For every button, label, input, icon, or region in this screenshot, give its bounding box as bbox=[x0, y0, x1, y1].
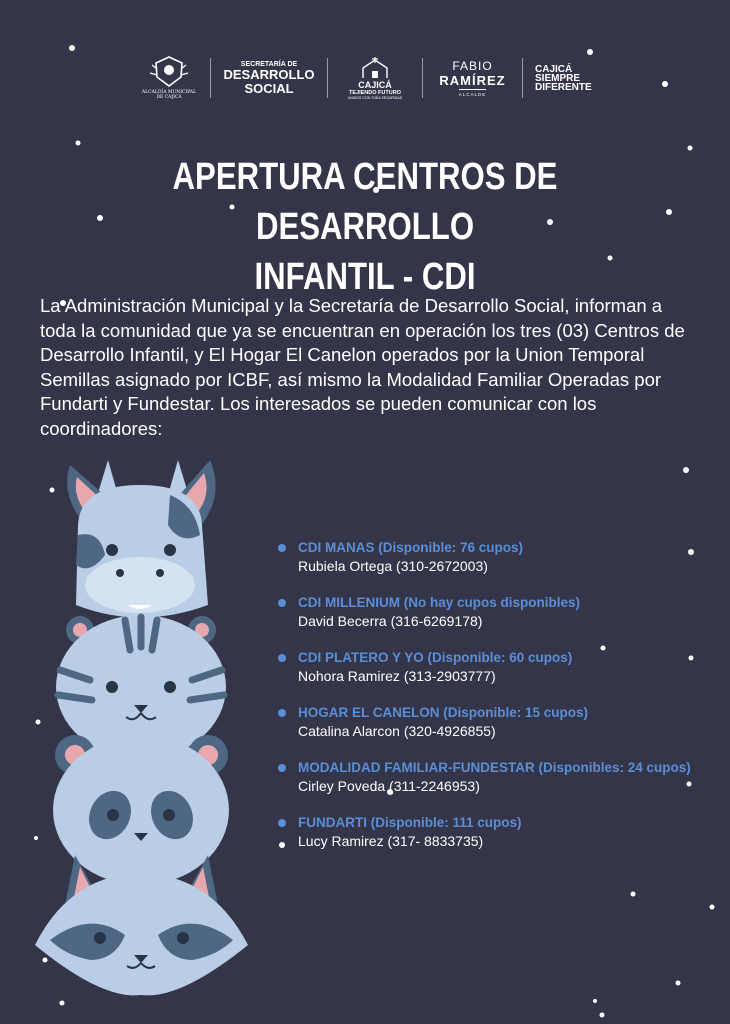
raccoon-icon bbox=[35, 855, 248, 995]
list-item bbox=[278, 758, 708, 796]
centers-list bbox=[278, 538, 708, 868]
center-title: HOGAR EL CANELON (Disponible: 15 cupos) bbox=[298, 705, 589, 720]
list-item bbox=[278, 648, 708, 686]
coat-of-arms-icon bbox=[148, 55, 190, 89]
church-icon bbox=[357, 56, 393, 80]
slogan-line3: DIFERENTE bbox=[535, 81, 592, 93]
alcaldia-logo bbox=[140, 55, 198, 101]
list-item bbox=[278, 538, 708, 576]
list-item bbox=[278, 813, 708, 851]
center-contact: Catalina Alarcon (320-4926855) bbox=[298, 723, 496, 739]
center-title: CDI MANAS (Disponible: 76 cupos) bbox=[298, 540, 524, 555]
title-line2: INFANTIL - CDI bbox=[254, 256, 476, 298]
center-contact: David Becerra (316-6269178) bbox=[298, 613, 483, 629]
center-contact: Nohora Ramirez (313-2903777) bbox=[298, 668, 496, 684]
cajica-tejiendo-logo bbox=[340, 56, 410, 100]
divider bbox=[327, 58, 328, 98]
list-item bbox=[278, 703, 708, 741]
secretaria-line3: SOCIAL bbox=[244, 80, 294, 96]
cajica-subtitle2: UNIDOS CON TODA SEGURIDAD bbox=[347, 96, 403, 100]
center-contact: Cirley Poveda (311-2246953) bbox=[298, 778, 480, 794]
panda-icon bbox=[53, 735, 229, 885]
secretaria-line2: DESARROLLO bbox=[223, 66, 315, 82]
intro-paragraph: La Administración Municipal y la Secretaría de Desarrollo Social, informan a toda la comunidad que ya se encuentran en operación los tres (03) Centros de Desarrollo Infantil, y El Hogar El Canelon operados por la Union Temporal Semillas asignado por ICBF, así mismo la Modalidad Familiar Operadas por Fundarti y Fundestar. Los interesados se pueden comunicar con los coordinadores: bbox=[40, 295, 685, 439]
cajica-title: CAJICÁ bbox=[358, 80, 392, 90]
slogan-logo bbox=[535, 65, 625, 92]
center-title: FUNDARTI (Disponible: 111 cupos) bbox=[298, 815, 522, 830]
list-item bbox=[278, 593, 708, 631]
center-contact: Rubiela Ortega (310-2672003) bbox=[298, 558, 488, 574]
divider bbox=[522, 58, 523, 98]
center-title: CDI MILLENIUM (No hay cupos disponibles) bbox=[298, 595, 581, 610]
center-title: MODALIDAD FAMILIAR-FUNDESTAR (Disponibles: 24 cupos) bbox=[298, 760, 691, 775]
page-title bbox=[90, 152, 639, 302]
giraffe-icon bbox=[67, 460, 215, 618]
slogan-line1: CAJICÁ bbox=[535, 63, 573, 75]
center-contact: Lucy Ramirez (317- 8833735) bbox=[298, 833, 484, 849]
slogan-line2: SIEMPRE bbox=[535, 72, 581, 84]
divider bbox=[210, 58, 211, 98]
cajica-subtitle: TEJIENDO FUTURO bbox=[349, 90, 401, 96]
fabio-ramirez-logo bbox=[435, 59, 510, 97]
divider bbox=[422, 58, 423, 98]
header-logos bbox=[140, 48, 640, 108]
secretaria-logo bbox=[223, 61, 315, 96]
ramirez-text: RAMÍREZ bbox=[439, 73, 506, 88]
fabio-text: FABIO bbox=[452, 59, 493, 73]
animal-stack-illustration bbox=[30, 455, 255, 1024]
secretaria-line1: SECRETARÍA DE bbox=[240, 60, 298, 68]
alcaldia-text: ALCALDÍA MUNICIPAL DE CAJICÁ bbox=[141, 90, 197, 100]
title-line1: APERTURA CENTROS DE DESARROLLO bbox=[172, 156, 558, 248]
center-title: CDI PLATERO Y YO (Disponible: 60 cupos) bbox=[298, 650, 573, 665]
alcalde-text: ALCALDE bbox=[459, 89, 487, 97]
